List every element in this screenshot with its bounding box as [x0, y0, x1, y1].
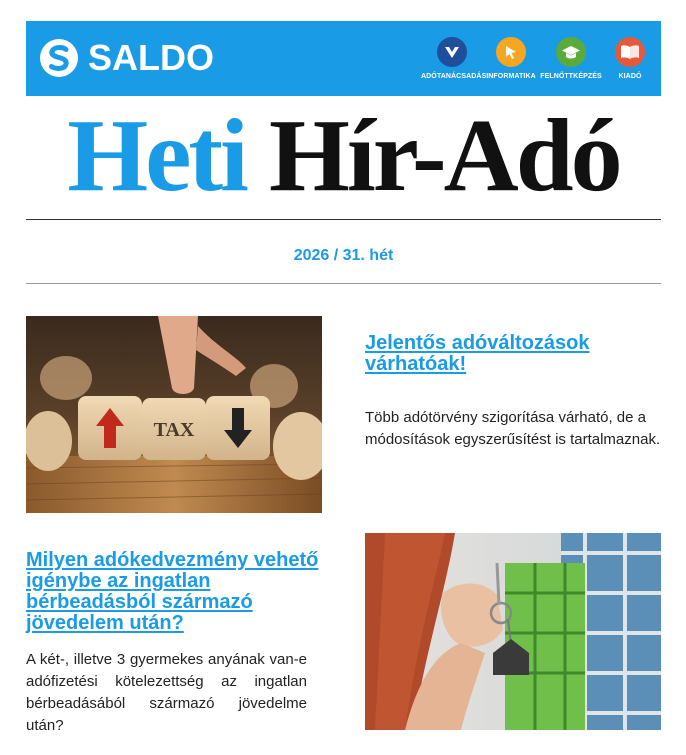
- tax-dice-photo[interactable]: [26, 316, 322, 513]
- cursor-icon: [496, 37, 526, 67]
- divider: [26, 219, 661, 220]
- masthead-hir-ado: Hír-Adó: [268, 98, 620, 213]
- saldo-logo-icon: [39, 38, 79, 78]
- service-label: INFORMATIKA: [486, 73, 536, 80]
- divider: [26, 283, 661, 284]
- service-label: KIADÓ: [618, 73, 642, 80]
- article-title-link[interactable]: Milyen adókedvezmény vehető igénybe az ingatlan bérbeadásból származó jövedelem után?: [26, 549, 319, 634]
- service-label: ADÓTANÁCSADÁS: [421, 73, 487, 80]
- tax-dice-label: TAX: [153, 419, 195, 441]
- article-lead: A két-, illetve 3 gyermekes anyának van-e adófizetési kötelezettség az ingatlan bérbeadásából származó jövedelme után?: [26, 651, 307, 734]
- masthead-heti: Heti: [67, 98, 246, 213]
- open-book-icon: [615, 37, 645, 67]
- service-adotanacsadas[interactable]: [421, 37, 487, 80]
- newsletter-masthead: [26, 98, 661, 213]
- check-shield-icon: [437, 37, 467, 67]
- service-label: FELNŐTTKÉPZÉS: [540, 73, 602, 80]
- brand-name: SALDO: [88, 37, 214, 78]
- house-keys-photo[interactable]: [365, 533, 661, 730]
- service-kiado[interactable]: [599, 37, 661, 80]
- saldo-logo[interactable]: [39, 37, 214, 79]
- issue-week: 2026 / 31. hét: [293, 247, 394, 264]
- graduation-cap-icon: [556, 37, 586, 67]
- article-lead: Több adótörvény szigorítása várható, de a módosítások egyszerűsítést is tartalmaznak.: [365, 409, 661, 448]
- article-title-link[interactable]: Jelentős adóváltozások várhatóak!: [365, 332, 590, 375]
- service-felnottkepzes[interactable]: [540, 37, 602, 80]
- service-informatika[interactable]: [480, 37, 542, 80]
- header-banner: [26, 21, 661, 96]
